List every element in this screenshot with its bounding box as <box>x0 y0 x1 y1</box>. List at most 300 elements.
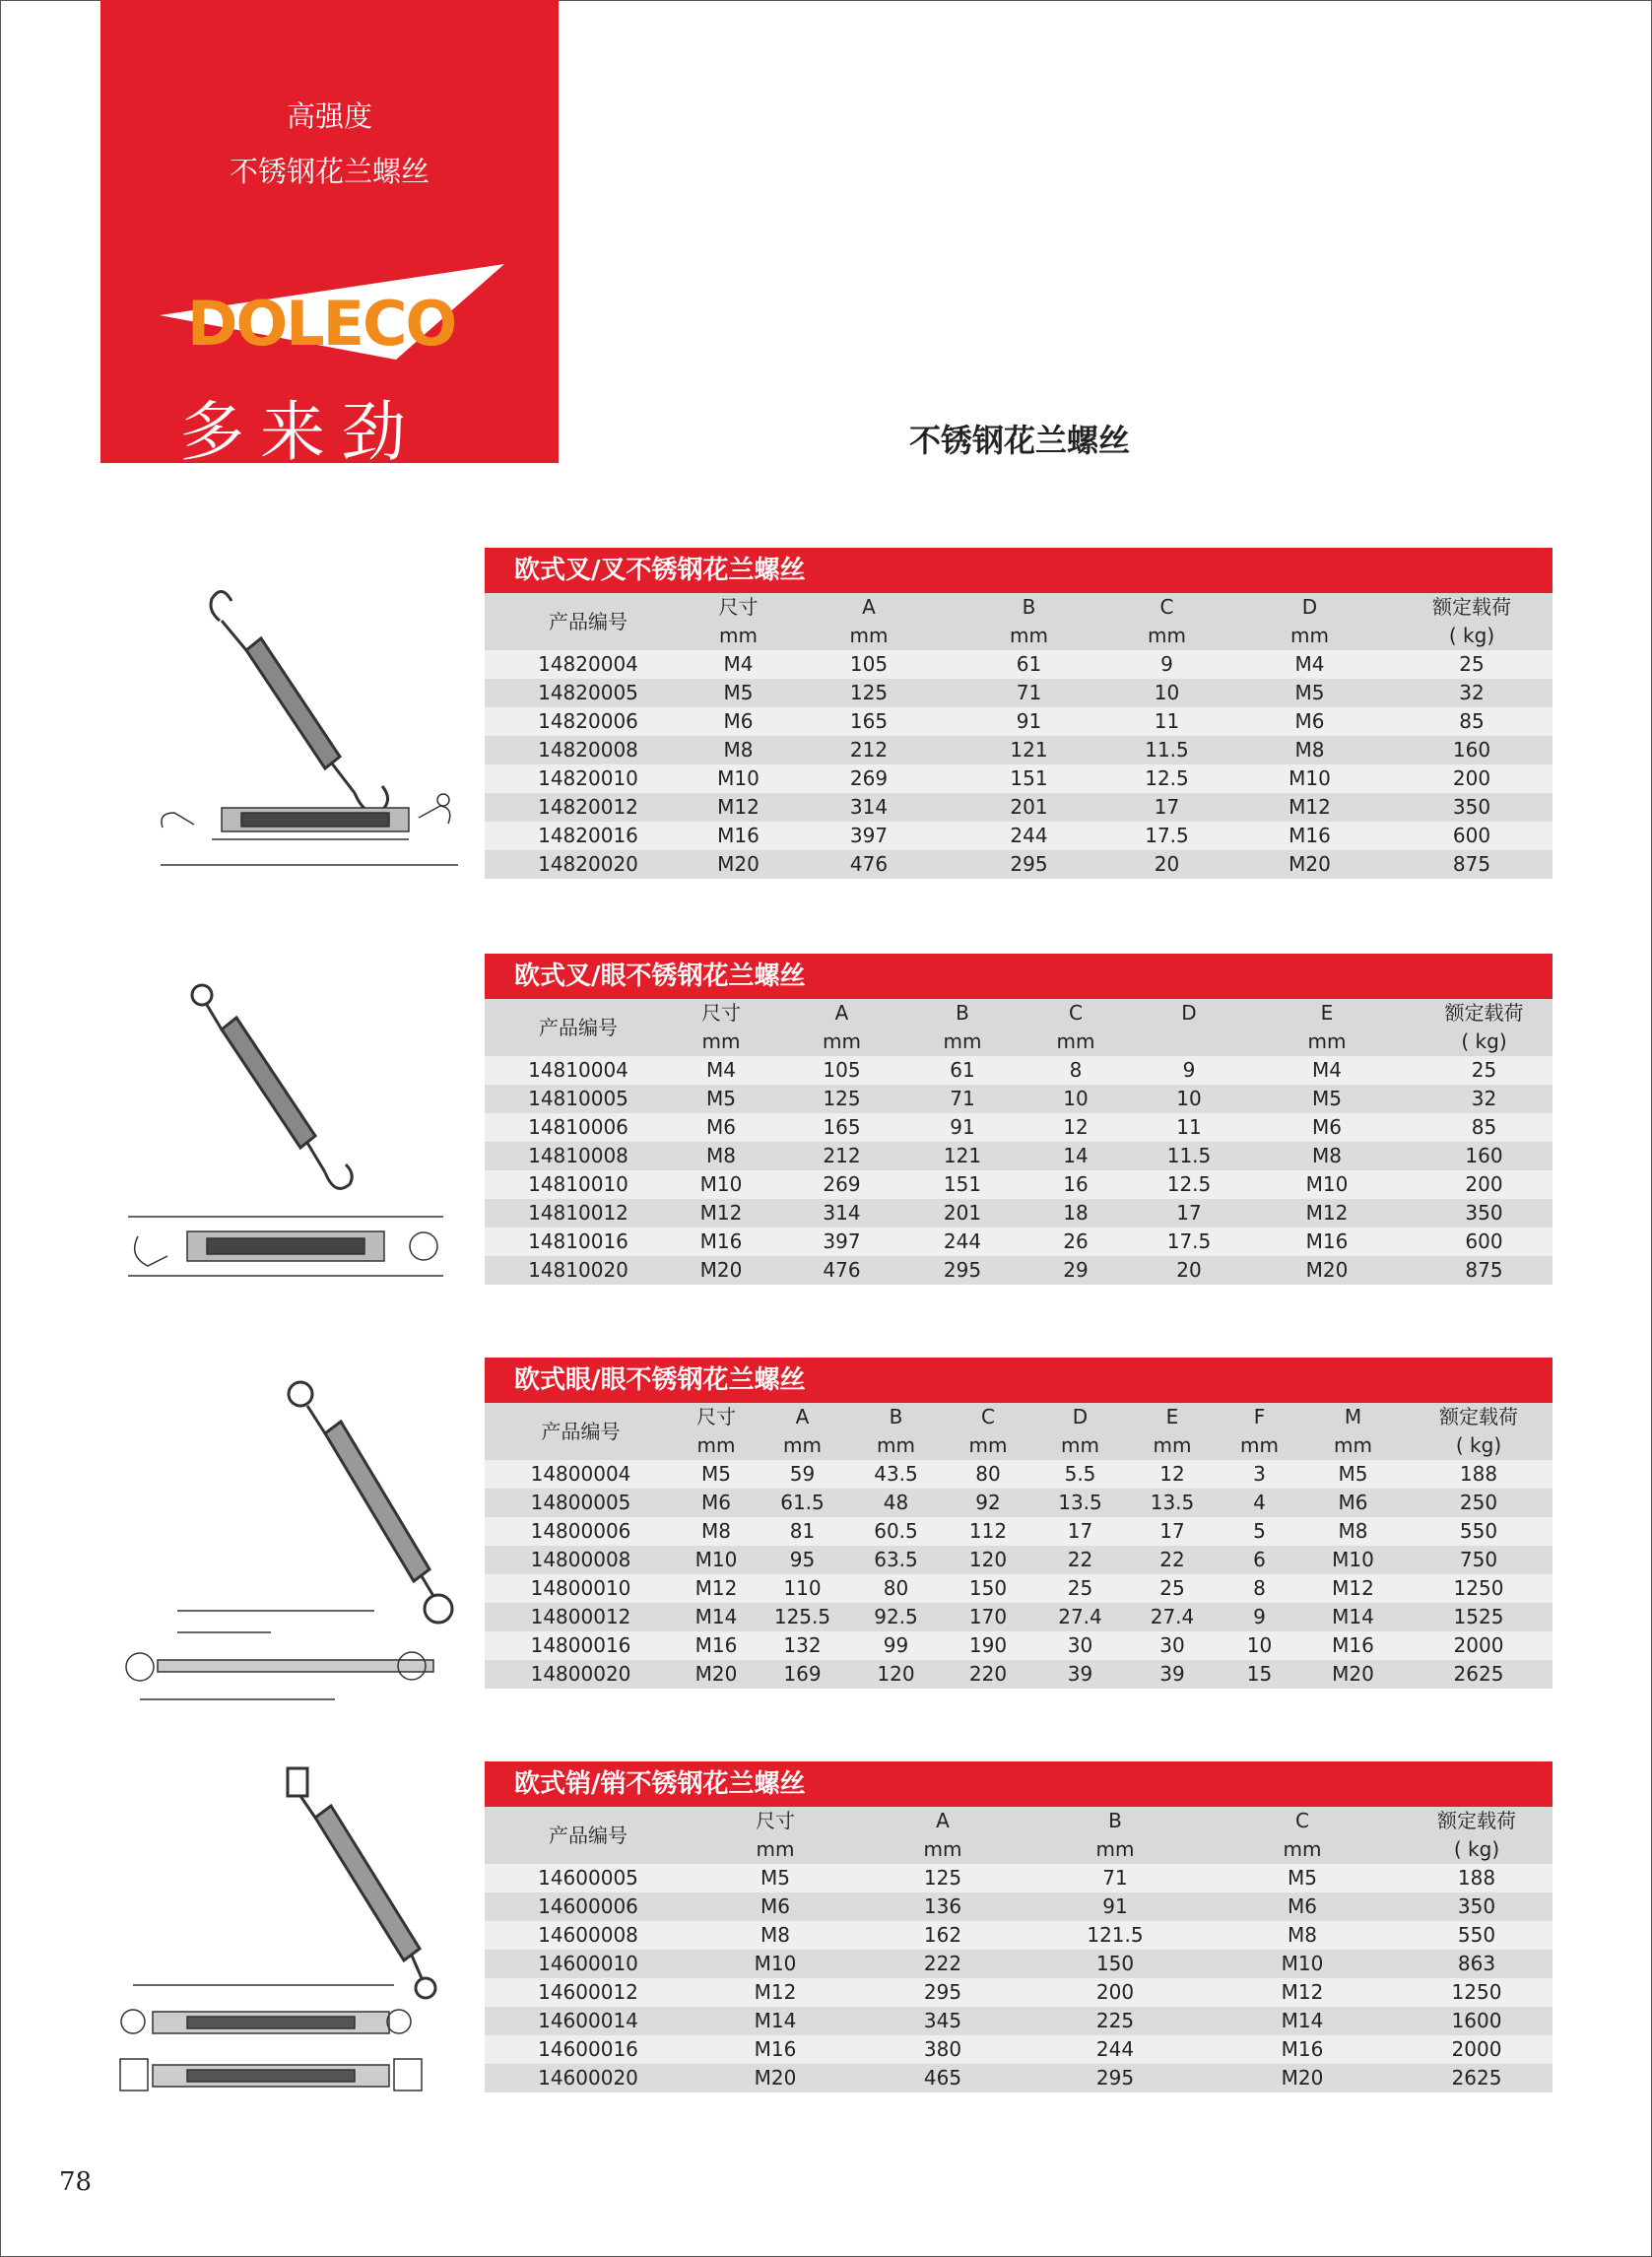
table-cell: M10 <box>1301 1546 1405 1574</box>
table-row <box>485 1517 1553 1546</box>
col-unit: mm <box>1218 1431 1301 1460</box>
table-row <box>485 1950 1553 1978</box>
table-cell: 550 <box>1401 1921 1553 1950</box>
table-cell: 165 <box>770 1113 913 1142</box>
table-cell: 10 <box>1218 1631 1301 1660</box>
table-cell: 244 <box>913 1228 1012 1256</box>
table-cell: M20 <box>692 2064 859 2092</box>
table-cell: 8 <box>1012 1056 1140 1085</box>
table-cell: 10 <box>1105 679 1228 707</box>
product-code-cell: 14800005 <box>485 1489 677 1517</box>
table-cell: 80 <box>943 1460 1033 1489</box>
table-cell: 112 <box>943 1517 1033 1546</box>
table-row <box>485 850 1553 879</box>
table-cell: M5 <box>692 1864 859 1892</box>
col-header: 额定载荷 <box>1405 1403 1553 1431</box>
table-cell: 22 <box>1127 1546 1218 1574</box>
col-unit <box>1140 1028 1238 1056</box>
table-cell: 295 <box>1026 2064 1204 2092</box>
col-header: E <box>1127 1403 1218 1431</box>
table-cell: 2625 <box>1401 2064 1553 2092</box>
table-cell: M12 <box>672 1199 770 1228</box>
col-unit: mm <box>1105 622 1228 650</box>
table-cell: 25 <box>1127 1574 1218 1603</box>
table-cell: 5 <box>1218 1517 1301 1546</box>
table-cell: M16 <box>692 822 785 850</box>
product-code-cell: 14600016 <box>485 2035 692 2064</box>
table-cell: M16 <box>1238 1228 1416 1256</box>
table-row <box>485 1546 1553 1574</box>
table-cell: 2000 <box>1405 1631 1553 1660</box>
table-row <box>485 707 1553 736</box>
table-row <box>485 1864 1553 1892</box>
table-cell: 63.5 <box>849 1546 943 1574</box>
table-cell: M6 <box>1301 1489 1405 1517</box>
table-cell: 105 <box>785 650 953 679</box>
table-cell: 9 <box>1140 1056 1238 1085</box>
table-cell: 26 <box>1012 1228 1140 1256</box>
table-cell: M8 <box>692 1921 859 1950</box>
col-header-code: 产品编号 <box>485 593 692 650</box>
col-unit: mm <box>1012 1028 1140 1056</box>
doleco-logo <box>150 256 514 365</box>
col-header: C <box>1204 1807 1401 1835</box>
table-cell: 244 <box>953 822 1105 850</box>
table-cell: 190 <box>943 1631 1033 1660</box>
table-cell: 105 <box>770 1056 913 1085</box>
table-cell: 92.5 <box>849 1603 943 1631</box>
table-cell: 125 <box>770 1085 913 1113</box>
col-unit: mm <box>756 1431 849 1460</box>
table-cell: 32 <box>1416 1085 1553 1113</box>
table-cell: M10 <box>672 1170 770 1199</box>
table-cell: 2000 <box>1401 2035 1553 2064</box>
col-header: 额定载荷 <box>1401 1807 1553 1835</box>
table-cell: 125 <box>859 1864 1026 1892</box>
table-cell: 151 <box>913 1170 1012 1199</box>
col-header: A <box>756 1403 849 1431</box>
product-code-cell: 14800016 <box>485 1631 677 1660</box>
table-cell: 60.5 <box>849 1517 943 1546</box>
table-cell: 212 <box>770 1142 913 1170</box>
table-cell: 350 <box>1401 1892 1553 1921</box>
table-cell: 39 <box>1127 1660 1218 1689</box>
product-code-cell: 14810012 <box>485 1199 672 1228</box>
table-cell: M16 <box>677 1631 756 1660</box>
table-row <box>485 1460 1553 1489</box>
product-code-cell: 14810020 <box>485 1256 672 1285</box>
table-cell: 295 <box>913 1256 1012 1285</box>
table-cell: M6 <box>1228 707 1391 736</box>
table-cell: 30 <box>1127 1631 1218 1660</box>
table-cell: 150 <box>943 1574 1033 1603</box>
table-cell: M14 <box>1301 1603 1405 1631</box>
table-row <box>485 1113 1553 1142</box>
table-cell: M8 <box>677 1517 756 1546</box>
table-cell: 875 <box>1391 850 1553 879</box>
table-row <box>485 1170 1553 1199</box>
table-cell: M16 <box>692 2035 859 2064</box>
table-cell: 220 <box>943 1660 1033 1689</box>
col-unit: ( kg) <box>1401 1835 1553 1864</box>
product-code-cell: 14820016 <box>485 822 692 850</box>
table-cell: 17 <box>1140 1199 1238 1228</box>
table-cell: M8 <box>1238 1142 1416 1170</box>
product-code-cell: 14600020 <box>485 2064 692 2092</box>
product-code-cell: 14800020 <box>485 1660 677 1689</box>
table-cell: M16 <box>1301 1631 1405 1660</box>
table-cell: M16 <box>1204 2035 1401 2064</box>
table-cell: 397 <box>785 822 953 850</box>
col-unit: mm <box>1301 1431 1405 1460</box>
table-row <box>485 736 1553 764</box>
table-row <box>485 1660 1553 1689</box>
eye-eye-turnbuckle-illustration <box>99 1374 473 1719</box>
col-unit: mm <box>953 622 1105 650</box>
table-cell: 125.5 <box>756 1603 849 1631</box>
table-cell: 1600 <box>1401 2007 1553 2035</box>
table-cell: M8 <box>1204 1921 1401 1950</box>
col-unit: mm <box>1026 1835 1204 1864</box>
table-cell: 99 <box>849 1631 943 1660</box>
table-cell: M5 <box>1238 1085 1416 1113</box>
table-cell: 136 <box>859 1892 1026 1921</box>
table-cell: 160 <box>1391 736 1553 764</box>
table-row <box>485 1256 1553 1285</box>
table-cell: M12 <box>692 1978 859 2007</box>
table-cell: M12 <box>1238 1199 1416 1228</box>
table-cell: 121.5 <box>1026 1921 1204 1950</box>
table-row <box>485 679 1553 707</box>
table-cell: 295 <box>859 1978 1026 2007</box>
table-cell: M14 <box>692 2007 859 2035</box>
table-cell: M20 <box>1228 850 1391 879</box>
table-cell: 12.5 <box>1105 764 1228 793</box>
table-row <box>485 764 1553 793</box>
col-header-code: 产品编号 <box>485 999 672 1056</box>
table-cell: 91 <box>953 707 1105 736</box>
table-cell: M10 <box>692 764 785 793</box>
table-cell: 269 <box>785 764 953 793</box>
table-cell: 397 <box>770 1228 913 1256</box>
product-code-cell: 14810005 <box>485 1085 672 1113</box>
table-cell: M14 <box>677 1603 756 1631</box>
table-row <box>485 1228 1553 1256</box>
table-cell: 27.4 <box>1033 1603 1127 1631</box>
table-cell: 1250 <box>1401 1978 1553 2007</box>
col-header: A <box>785 593 953 622</box>
table-cell: 27.4 <box>1127 1603 1218 1631</box>
jaw-jaw-turnbuckle-illustration <box>108 1763 483 2108</box>
table-row <box>485 1603 1553 1631</box>
col-header: 尺寸 <box>692 593 785 622</box>
col-header: D <box>1033 1403 1127 1431</box>
product-code-cell: 14600005 <box>485 1864 692 1892</box>
table-cell: 61.5 <box>756 1489 849 1517</box>
section-title: 欧式叉/叉不锈钢花兰螺丝 <box>485 548 1553 593</box>
product-code-cell: 14820012 <box>485 793 692 822</box>
brand-subtitle-line2: 不锈钢花兰螺丝 <box>229 155 430 188</box>
col-unit: mm <box>913 1028 1012 1056</box>
col-header: C <box>1012 999 1140 1028</box>
table-cell: 160 <box>1416 1142 1553 1170</box>
table-cell: 9 <box>1218 1603 1301 1631</box>
table-cell: M6 <box>1204 1892 1401 1921</box>
table-cell: 11 <box>1140 1113 1238 1142</box>
table-cell: 12.5 <box>1140 1170 1238 1199</box>
table-cell: 91 <box>1026 1892 1204 1921</box>
brand-chinese-name: 多来劲 <box>179 394 422 470</box>
product-code-cell: 14820020 <box>485 850 692 879</box>
table-cell: 121 <box>953 736 1105 764</box>
product-code-cell: 14810006 <box>485 1113 672 1142</box>
table-cell: M8 <box>672 1142 770 1170</box>
table-cell: 200 <box>1391 764 1553 793</box>
table-cell: M12 <box>1228 793 1391 822</box>
table-row <box>485 1085 1553 1113</box>
table-cell: 169 <box>756 1660 849 1689</box>
product-code-cell: 14600012 <box>485 1978 692 2007</box>
table-cell: M6 <box>1238 1113 1416 1142</box>
col-unit: mm <box>849 1431 943 1460</box>
table-cell: 314 <box>770 1199 913 1228</box>
table-cell: 11 <box>1105 707 1228 736</box>
table-cell: 11.5 <box>1140 1142 1238 1170</box>
spec-table <box>485 1807 1553 2092</box>
table-cell: 43.5 <box>849 1460 943 1489</box>
product-code-cell: 14820004 <box>485 650 692 679</box>
table-cell: M4 <box>692 650 785 679</box>
table-cell: M6 <box>692 1892 859 1921</box>
col-header: C <box>943 1403 1033 1431</box>
table-cell: 222 <box>859 1950 1026 1978</box>
col-header: 尺寸 <box>672 999 770 1028</box>
table-cell: 81 <box>756 1517 849 1546</box>
col-header: M <box>1301 1403 1405 1431</box>
table-cell: 59 <box>756 1460 849 1489</box>
table-cell: M5 <box>1301 1460 1405 1489</box>
table-cell: 85 <box>1391 707 1553 736</box>
table-row <box>485 822 1553 850</box>
table-cell: 61 <box>953 650 1105 679</box>
product-code-cell: 14800004 <box>485 1460 677 1489</box>
page-title: 不锈钢花兰螺丝 <box>908 422 1130 459</box>
table-cell: 1250 <box>1405 1574 1553 1603</box>
table-cell: 12 <box>1012 1113 1140 1142</box>
table-cell: 29 <box>1012 1256 1140 1285</box>
table-cell: 165 <box>785 707 953 736</box>
table-cell: 6 <box>1218 1546 1301 1574</box>
table-cell: 550 <box>1405 1517 1553 1546</box>
table-cell: 863 <box>1401 1950 1553 1978</box>
product-code-cell: 14800012 <box>485 1603 677 1631</box>
brand-panel <box>100 0 559 470</box>
table-cell: M10 <box>677 1546 756 1574</box>
table-cell: M16 <box>1228 822 1391 850</box>
table-row <box>485 1489 1553 1517</box>
table-cell: 20 <box>1105 850 1228 879</box>
col-unit: mm <box>692 1835 859 1864</box>
product-code-cell: 14820006 <box>485 707 692 736</box>
table-row <box>485 1574 1553 1603</box>
table-cell: 120 <box>943 1546 1033 1574</box>
table-cell: M10 <box>1238 1170 1416 1199</box>
table-row <box>485 1056 1553 1085</box>
table-cell: 17.5 <box>1105 822 1228 850</box>
col-unit: mm <box>672 1028 770 1056</box>
table-row <box>485 1631 1553 1660</box>
section-title: 欧式销/销不锈钢花兰螺丝 <box>485 1761 1553 1807</box>
col-header: E <box>1238 999 1416 1028</box>
table-cell: 225 <box>1026 2007 1204 2035</box>
table-cell: 201 <box>953 793 1105 822</box>
table-cell: M5 <box>672 1085 770 1113</box>
table-cell: 8 <box>1218 1574 1301 1603</box>
page-number: 78 <box>59 2167 93 2197</box>
col-unit: ( kg) <box>1391 622 1553 650</box>
section-fork-eye <box>485 954 1553 1285</box>
table-cell: M8 <box>1228 736 1391 764</box>
product-code-cell: 14800006 <box>485 1517 677 1546</box>
table-row <box>485 1892 1553 1921</box>
table-cell: 92 <box>943 1489 1033 1517</box>
table-cell: 13.5 <box>1127 1489 1218 1517</box>
table-cell: M12 <box>1204 1978 1401 2007</box>
table-cell: 121 <box>913 1142 1012 1170</box>
col-header: 尺寸 <box>692 1807 859 1835</box>
col-unit: mm <box>785 622 953 650</box>
col-header: A <box>859 1807 1026 1835</box>
product-code-cell: 14820008 <box>485 736 692 764</box>
table-cell: 269 <box>770 1170 913 1199</box>
table-cell: M20 <box>1204 2064 1401 2092</box>
table-cell: 151 <box>953 764 1105 793</box>
table-row <box>485 1978 1553 2007</box>
table-row <box>485 2064 1553 2092</box>
col-header: B <box>1026 1807 1204 1835</box>
hook-hook-turnbuckle-illustration <box>153 581 478 877</box>
table-cell: M14 <box>1204 2007 1401 2035</box>
spec-table <box>485 1403 1553 1689</box>
col-unit: mm <box>677 1431 756 1460</box>
table-cell: M5 <box>1228 679 1391 707</box>
table-cell: M6 <box>672 1113 770 1142</box>
table-cell: 17 <box>1033 1517 1127 1546</box>
table-cell: 162 <box>859 1921 1026 1950</box>
table-cell: 22 <box>1033 1546 1127 1574</box>
table-cell: 476 <box>770 1256 913 1285</box>
table-cell: 25 <box>1033 1574 1127 1603</box>
table-cell: 350 <box>1391 793 1553 822</box>
table-cell: M12 <box>692 793 785 822</box>
product-code-cell: 14810016 <box>485 1228 672 1256</box>
table-cell: M20 <box>692 850 785 879</box>
table-cell: 17 <box>1105 793 1228 822</box>
table-cell: 39 <box>1033 1660 1127 1689</box>
table-cell: M5 <box>692 679 785 707</box>
col-header: A <box>770 999 913 1028</box>
table-cell: M4 <box>1238 1056 1416 1085</box>
table-cell: 465 <box>859 2064 1026 2092</box>
table-row <box>485 650 1553 679</box>
col-unit: mm <box>1228 622 1391 650</box>
table-cell: 71 <box>1026 1864 1204 1892</box>
table-cell: 10 <box>1012 1085 1140 1113</box>
table-cell: M5 <box>677 1460 756 1489</box>
table-cell: 85 <box>1416 1113 1553 1142</box>
logo-wordmark: DOLECO <box>187 288 456 360</box>
spec-table <box>485 999 1553 1285</box>
table-cell: 14 <box>1012 1142 1140 1170</box>
section-jaw-jaw <box>485 1761 1553 2092</box>
table-cell: 4 <box>1218 1489 1301 1517</box>
section-eye-eye <box>485 1358 1553 1689</box>
table-cell: 170 <box>943 1603 1033 1631</box>
table-row <box>485 2007 1553 2035</box>
col-header: 额定载荷 <box>1391 593 1553 622</box>
col-unit: mm <box>770 1028 913 1056</box>
table-row <box>485 793 1553 822</box>
product-code-cell: 14800010 <box>485 1574 677 1603</box>
table-cell: M5 <box>1204 1864 1401 1892</box>
col-unit: mm <box>859 1835 1026 1864</box>
table-cell: 32 <box>1391 679 1553 707</box>
table-cell: 120 <box>849 1660 943 1689</box>
col-unit: mm <box>1204 1835 1401 1864</box>
table-cell: 200 <box>1416 1170 1553 1199</box>
table-row <box>485 1199 1553 1228</box>
product-code-cell: 14810010 <box>485 1170 672 1199</box>
table-cell: 80 <box>849 1574 943 1603</box>
table-cell: M6 <box>677 1489 756 1517</box>
table-cell: 48 <box>849 1489 943 1517</box>
table-cell: 9 <box>1105 650 1228 679</box>
col-header: D <box>1140 999 1238 1028</box>
table-cell: 10 <box>1140 1085 1238 1113</box>
table-cell: 12 <box>1127 1460 1218 1489</box>
table-cell: M12 <box>1301 1574 1405 1603</box>
table-cell: 188 <box>1401 1864 1553 1892</box>
col-unit: ( kg) <box>1416 1028 1553 1056</box>
section-fork-fork <box>485 548 1553 879</box>
table-row <box>485 1921 1553 1950</box>
col-header: C <box>1105 593 1228 622</box>
col-header: B <box>953 593 1105 622</box>
col-unit: mm <box>1033 1431 1127 1460</box>
table-cell: 15 <box>1218 1660 1301 1689</box>
table-cell: 295 <box>953 850 1105 879</box>
table-cell: 125 <box>785 679 953 707</box>
table-cell: 13.5 <box>1033 1489 1127 1517</box>
product-code-cell: 14820010 <box>485 764 692 793</box>
table-cell: M4 <box>1228 650 1391 679</box>
table-cell: 345 <box>859 2007 1026 2035</box>
table-cell: 476 <box>785 850 953 879</box>
table-cell: 71 <box>953 679 1105 707</box>
table-cell: M12 <box>677 1574 756 1603</box>
col-unit: ( kg) <box>1405 1431 1553 1460</box>
table-cell: 11.5 <box>1105 736 1228 764</box>
section-title: 欧式叉/眼不锈钢花兰螺丝 <box>485 954 1553 999</box>
table-cell: 150 <box>1026 1950 1204 1978</box>
table-cell: 380 <box>859 2035 1026 2064</box>
table-cell: 95 <box>756 1546 849 1574</box>
table-cell: M20 <box>677 1660 756 1689</box>
table-cell: M8 <box>1301 1517 1405 1546</box>
col-unit: mm <box>692 622 785 650</box>
table-cell: M4 <box>672 1056 770 1085</box>
col-unit: mm <box>1127 1431 1218 1460</box>
